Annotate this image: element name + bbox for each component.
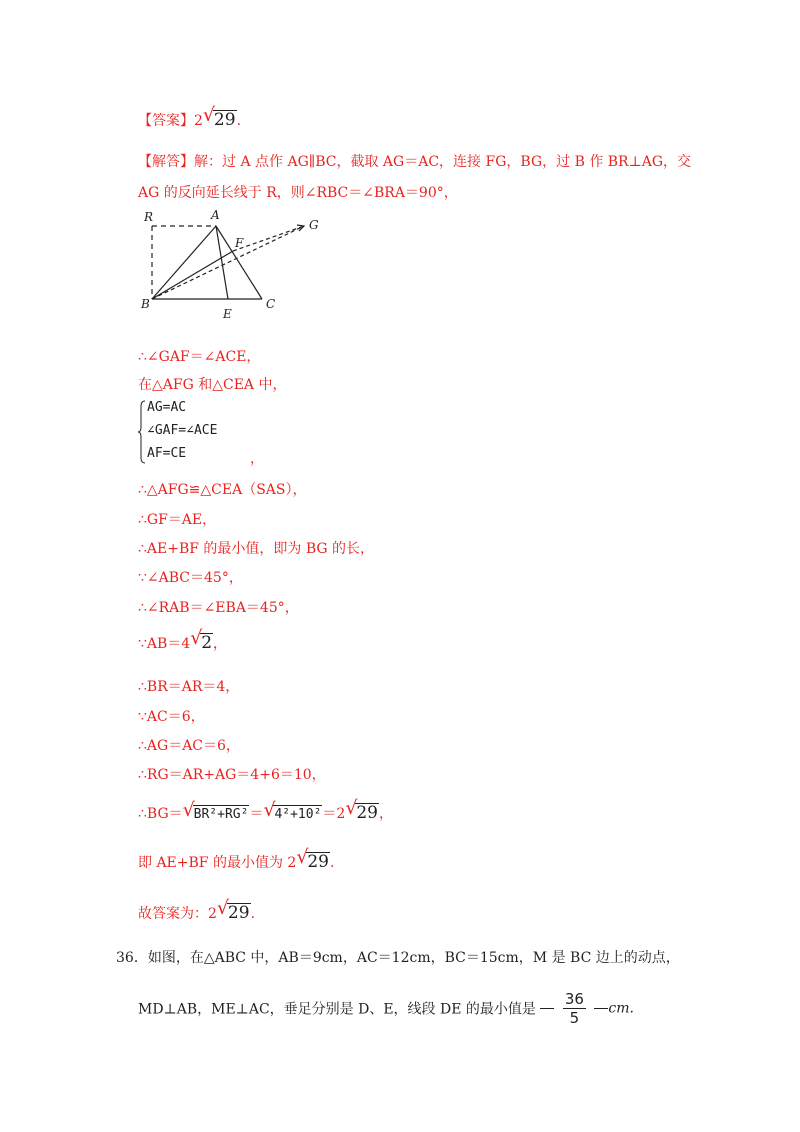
equation-system xyxy=(138,400,288,466)
answer-coef: 2 xyxy=(194,113,203,129)
label-A: A xyxy=(211,208,220,222)
solution-label: 【解答】 xyxy=(138,154,194,170)
answer-line xyxy=(138,110,241,130)
step-11: ∴RG＝AR+AG＝4+6＝10， xyxy=(138,767,326,783)
ab-pre: ∵AB＝4 xyxy=(138,636,191,652)
step-4: ∴GF＝AE， xyxy=(138,512,217,528)
sqrt-symbol xyxy=(191,633,213,652)
solution-line-2 xyxy=(138,182,458,202)
conclusion-line xyxy=(138,852,334,872)
step-9: ∵AC＝6， xyxy=(138,709,205,725)
bg-line xyxy=(138,803,393,824)
bg-radicand-2: 4²+10² xyxy=(274,807,322,822)
step-6: ∵∠ABC＝45°， xyxy=(138,570,243,586)
bg-radicand-3: 29 xyxy=(356,803,378,823)
final-answer-line xyxy=(138,903,255,923)
label-F: F xyxy=(235,236,244,250)
answer-fraction xyxy=(563,990,586,1027)
sqrt-symbol xyxy=(264,805,322,824)
label-B: B xyxy=(141,297,150,311)
system-row-2: ∠GAF=∠ACE xyxy=(147,423,218,438)
segment-FG xyxy=(233,226,304,251)
unit-cm: cm. xyxy=(608,1000,634,1017)
segment-AE xyxy=(216,226,228,299)
fraction-denominator: 5 xyxy=(569,1009,580,1027)
sqrt-symbol xyxy=(204,110,237,129)
final-radicand: 29 xyxy=(227,903,250,923)
step-3: ∴△AFG≌△CEA（SAS）， xyxy=(138,482,307,498)
step-8: ∴BR＝AR＝4， xyxy=(138,679,240,695)
segment-BG xyxy=(152,226,304,299)
conclusion-radicand: 29 xyxy=(307,852,329,872)
bg-radicand-1: BR²+RG² xyxy=(193,807,249,822)
answer-blank-right xyxy=(594,1008,608,1009)
sqrt-symbol xyxy=(297,852,330,871)
conclusion-end: . xyxy=(329,855,335,871)
solution-text-1: 解：过 A 点作 AG∥BC，截取 AG＝AC，连接 FG，BG，过 B 作 BR⊥AG，交 xyxy=(194,154,692,170)
answer-blank-left xyxy=(540,1008,554,1009)
segment-BF xyxy=(152,251,233,299)
segment-AB xyxy=(152,226,216,299)
question-text-2: MD⊥AB，ME⊥AC，垂足分别是 D、E，线段 DE 的最小值是 xyxy=(138,1001,536,1018)
step-5: ∴AE+BF 的最小值，即为 BG 的长， xyxy=(138,541,375,557)
label-C: C xyxy=(266,297,276,311)
label-E: E xyxy=(223,307,232,321)
system-row-1: AG=AC xyxy=(147,400,187,415)
question-36-line-1 xyxy=(116,947,680,967)
solution-line-1 xyxy=(138,151,691,171)
label-R: R xyxy=(144,210,154,224)
final-end: . xyxy=(250,906,256,922)
solution-text-2: AG 的反向延长线于 R，则∠RBC＝∠BRA＝90°， xyxy=(138,185,458,201)
final-pre: 故答案为：2 xyxy=(138,906,217,922)
left-brace xyxy=(138,400,146,464)
label-G: G xyxy=(309,218,319,232)
bg-eq: ＝2 xyxy=(322,806,346,822)
step-2: 在△AFG 和△CEA 中， xyxy=(138,377,287,393)
system-row-3: AF=CE xyxy=(147,446,187,461)
conclusion-pre: 即 AE+BF 的最小值为 2 xyxy=(138,855,297,871)
question-36-line-2 xyxy=(138,990,634,1027)
sqrt-symbol xyxy=(218,903,251,922)
answer-radicand: 29 xyxy=(213,110,236,130)
step-1: ∴∠GAF＝∠ACE， xyxy=(138,349,261,365)
question-number: 36． xyxy=(116,950,148,966)
ab-line xyxy=(138,633,227,653)
step-7: ∴∠RAB＝∠EBA＝45°， xyxy=(138,600,299,616)
answer-end: . xyxy=(236,113,242,129)
geometry-figure xyxy=(138,206,328,324)
answer-label: 【答案】 xyxy=(138,113,194,129)
sqrt-symbol xyxy=(184,805,250,824)
ab-end: ， xyxy=(213,636,228,652)
bg-mid: ＝ xyxy=(249,806,264,822)
bg-end: ， xyxy=(378,806,393,822)
ab-radicand: 2 xyxy=(201,633,213,653)
question-text-1: 如图，在△ABC 中，AB＝9cm，AC＝12cm，BC＝15cm，M 是 BC 边上的动点， xyxy=(147,950,680,966)
fraction-numerator: 36 xyxy=(564,990,584,1008)
bg-pre: ∴BG＝ xyxy=(138,806,183,822)
system-tail: ， xyxy=(250,451,264,467)
step-10: ∴AG＝AC＝6， xyxy=(138,738,240,754)
sqrt-symbol xyxy=(346,803,379,822)
